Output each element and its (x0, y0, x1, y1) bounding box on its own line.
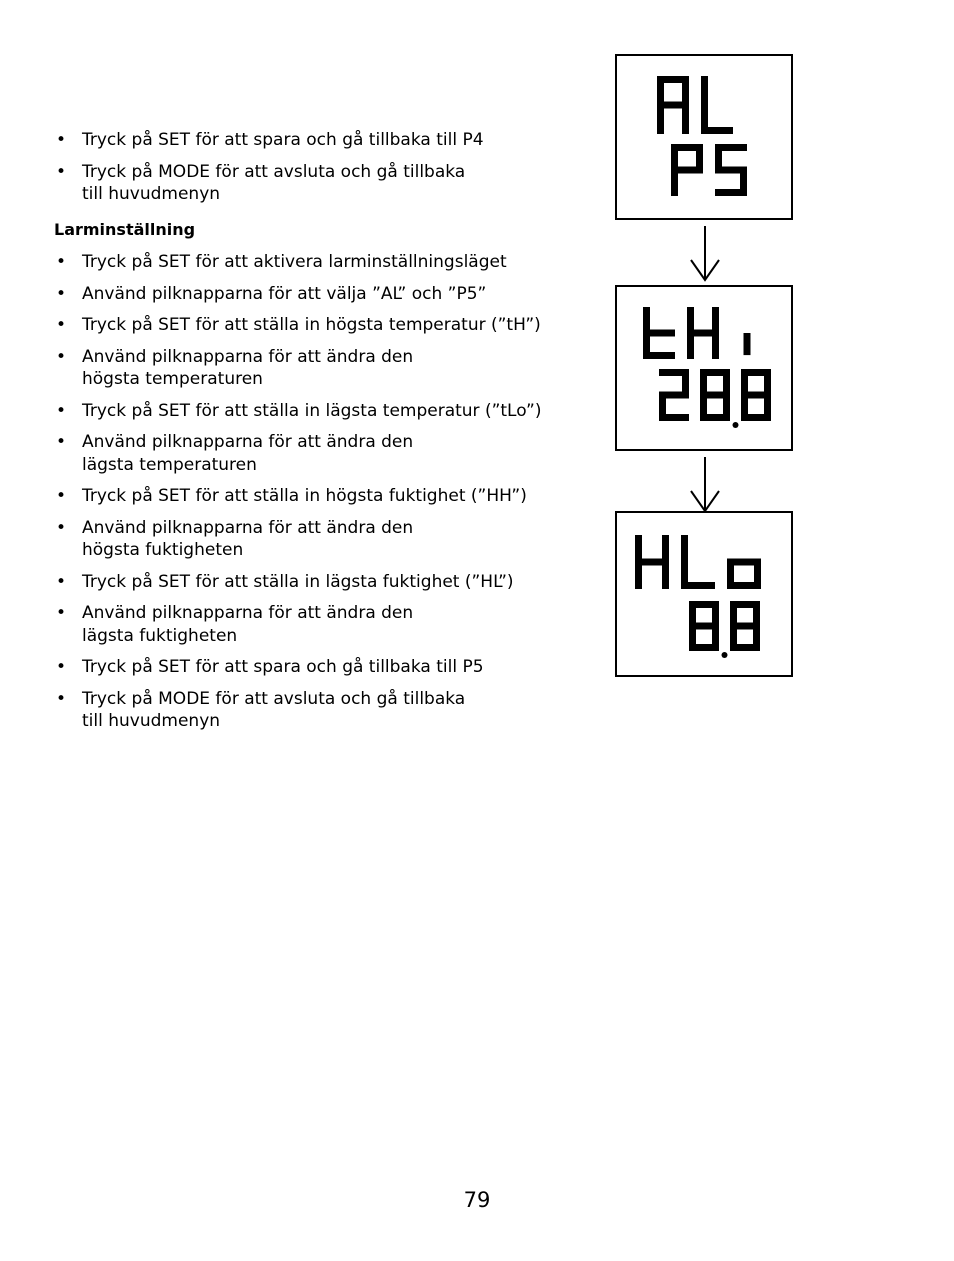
lcd-segment (671, 170, 678, 196)
lcd-segment (643, 352, 675, 359)
lcd-segment (700, 392, 730, 399)
list-item: • Tryck på MODE för att avsluta och gå tillbaka till huvudmenyn (54, 688, 574, 733)
lcd-segment (687, 307, 694, 333)
list-item: • Tryck på SET för att ställa in högsta fuktighet (”HH”) (54, 485, 574, 508)
lcd-segment (682, 369, 689, 395)
list-item: • Tryck på SET för att ställa in lägsta fuktighet (”HL”) (54, 571, 574, 594)
lcd-segment (730, 623, 760, 630)
lcd-segment (662, 535, 669, 562)
lcd-segment (671, 167, 703, 174)
arrow-down-icon (688, 455, 722, 515)
steps-list-top (54, 129, 574, 215)
lcd-display-al-p5 (615, 54, 793, 220)
lcd-segment (700, 395, 707, 421)
list-item: • Tryck på SET för att aktivera larminställningsläget (54, 251, 574, 274)
list-item: • Använd pilknapparna för att ändra den lägsta temperaturen (54, 431, 574, 476)
lcd-line-2 (671, 144, 747, 196)
lcd-display-thi (615, 285, 793, 451)
arrow-down-icon (688, 224, 722, 284)
lcd-segment (700, 369, 707, 395)
lcd-line-2 (689, 601, 760, 658)
list-item: • Använd pilknapparna för att ändra den lägsta fuktigheten (54, 602, 574, 647)
list-item: • Tryck på SET för att ställa in högsta temperatur (”tH”) (54, 314, 574, 337)
lcd-segment (657, 105, 664, 134)
list-item: • Tryck på MODE för att avsluta och gå tillbaka till huvudmenyn (54, 161, 574, 206)
alarm-steps-list (54, 251, 574, 742)
lcd-segment (689, 626, 696, 651)
lcd-segment (730, 626, 737, 651)
lcd-segment (643, 307, 650, 333)
lcd-segment (712, 601, 719, 626)
lcd-segment (689, 601, 696, 626)
lcd-segment (635, 562, 642, 589)
lcd-segment (657, 102, 689, 109)
lcd-segment (727, 562, 734, 589)
lcd-segment (687, 333, 694, 359)
lcd-segment (659, 414, 689, 421)
lcd-decimal-point (722, 652, 728, 658)
lcd-line-1 (643, 307, 751, 359)
lcd-segment (681, 582, 715, 589)
page-number: 79 (463, 1188, 491, 1212)
section-heading: Larminställning (54, 220, 196, 239)
lcd-segment (689, 623, 719, 630)
list-item: • Använd pilknapparna för att ändra den högsta temperaturen (54, 346, 574, 391)
lcd-line-1 (635, 535, 761, 589)
lcd-segment (715, 189, 747, 196)
lcd-segment (730, 601, 737, 626)
lcd-display-hlo (615, 511, 793, 677)
lcd-segment (712, 307, 719, 333)
lcd-segment (764, 369, 771, 395)
lcd-segment (701, 76, 708, 105)
lcd-segment (753, 601, 760, 626)
list-item: • Tryck på SET för att spara och gå tillbaka till P4 (54, 129, 574, 152)
lcd-segment (635, 535, 642, 562)
lcd-decimal-point (733, 422, 739, 428)
lcd-segment (696, 144, 703, 170)
lcd-segment (681, 535, 688, 562)
lcd-segment (723, 369, 730, 395)
lcd-segment (682, 105, 689, 134)
list-item: • Använd pilknapparna för att ändra den högsta fuktigheten (54, 517, 574, 562)
lcd-segment (712, 333, 719, 359)
lcd-segment (741, 395, 748, 421)
list-item: • Tryck på SET för att spara och gå tillbaka till P5 (54, 656, 574, 679)
lcd-segment (715, 144, 722, 170)
lcd-line-2 (659, 369, 771, 428)
lcd-segment (741, 369, 748, 395)
lcd-segment (741, 392, 771, 399)
lcd-segment (744, 333, 751, 355)
lcd-segment (662, 562, 669, 589)
lcd-segment (682, 76, 689, 105)
list-item: • Använd pilknapparna för att välja ”AL” och ”P5” (54, 283, 574, 306)
list-item: • Tryck på SET för att ställa in lägsta temperatur (”tLo”) (54, 400, 574, 423)
lcd-segment (701, 127, 733, 134)
lcd-line-1 (657, 76, 733, 134)
